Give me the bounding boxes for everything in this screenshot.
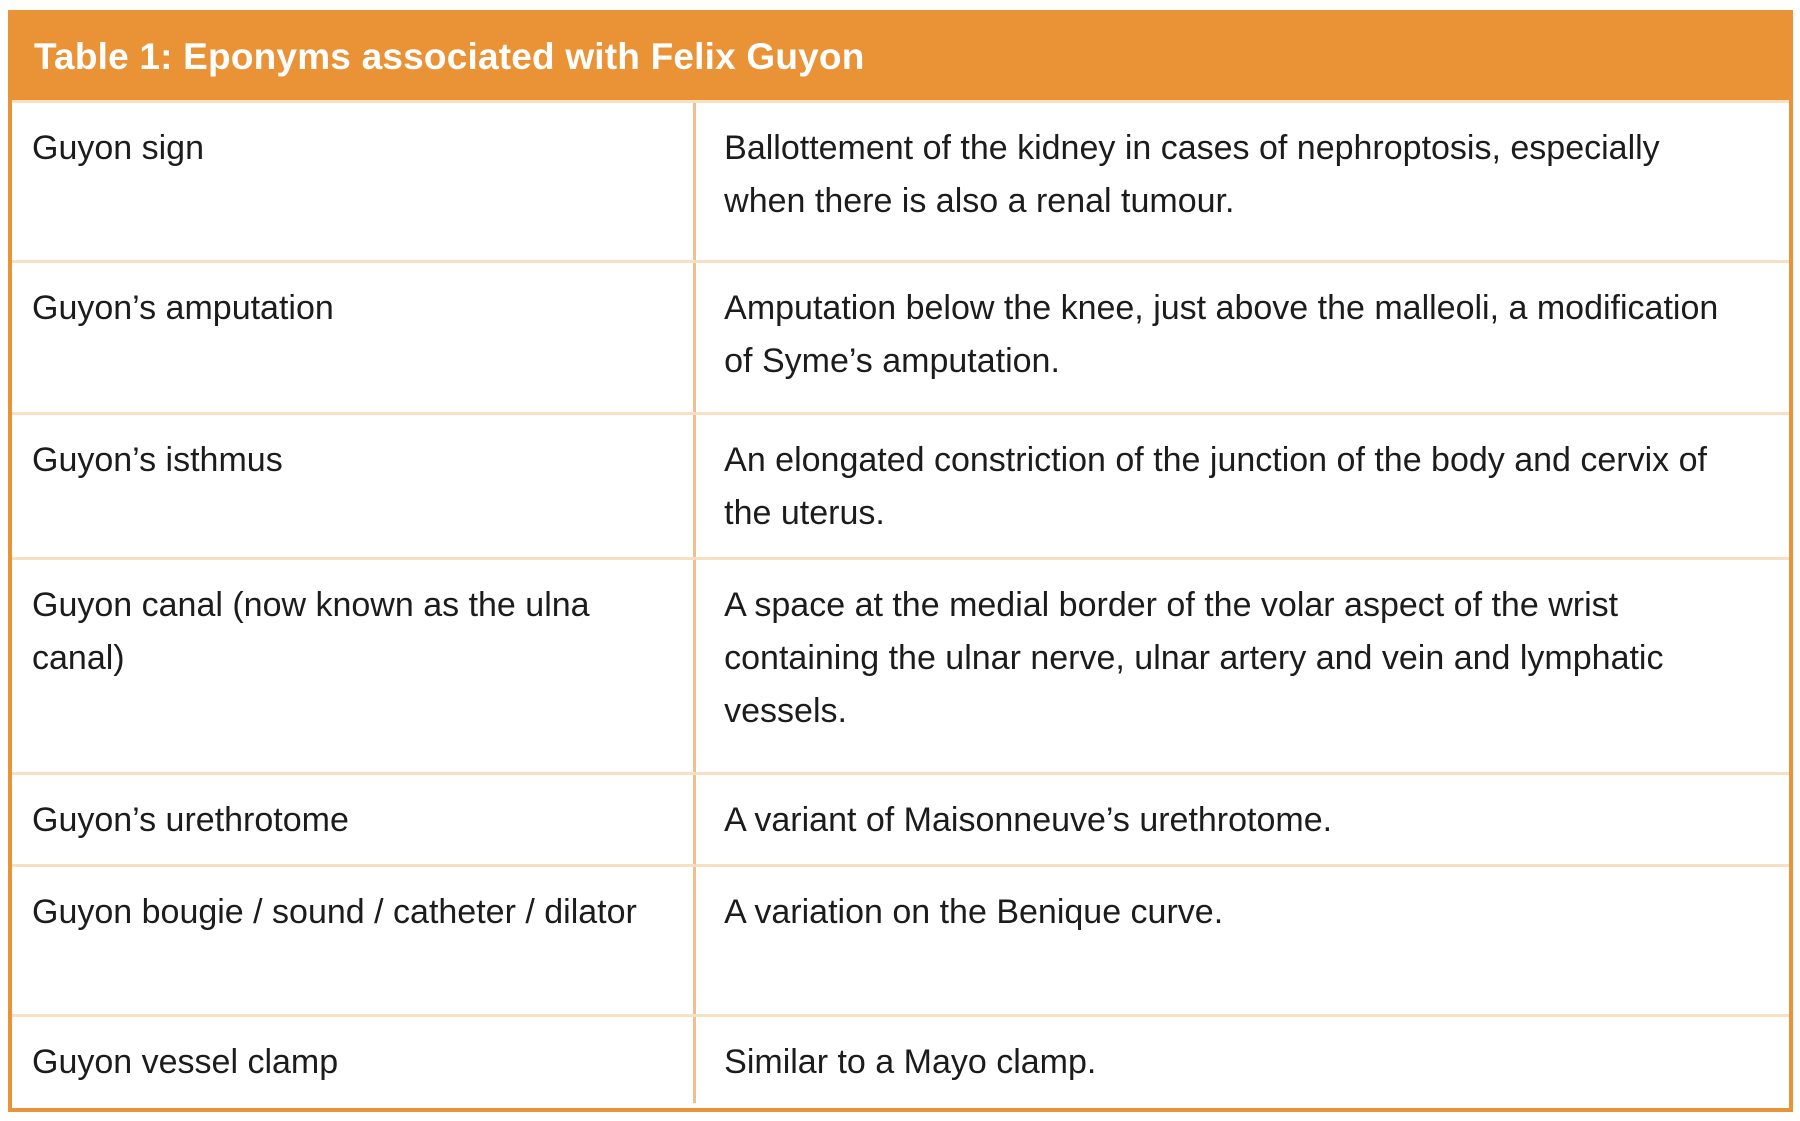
definition-cell: A variation on the Benique curve.: [724, 893, 1224, 931]
eponym-table: [8, 10, 1793, 1112]
definition-cell: Similar to a Mayo clamp.: [724, 1043, 1097, 1081]
table-row: [12, 412, 1789, 557]
definition-cell: An elongated constriction of the junction of the body and cervix of the uterus.: [724, 441, 1707, 532]
term-cell: Guyon bougie / sound / catheter / dilator: [12, 867, 696, 1014]
term-cell: Guyon’s urethrotome: [12, 775, 696, 864]
term-cell: Guyon vessel clamp: [12, 1017, 696, 1103]
term-cell: Guyon sign: [12, 103, 696, 260]
definition-cell: A variant of Maisonneuve’s urethrotome.: [724, 801, 1333, 839]
definition-cell: Ballottement of the kidney in cases of nephroptosis, especially when there is also a renal tumour.: [724, 129, 1660, 220]
definition-cell: Amputation below the knee, just above the malleoli, a modification of Syme’s amputation.: [724, 289, 1719, 380]
term-cell: Guyon’s amputation: [12, 263, 696, 412]
table-row: [12, 260, 1789, 412]
definition-cell: A space at the medial border of the volar aspect of the wrist containing the ulnar nerve, ulnar artery and vein and lymphatic vessels.: [724, 586, 1664, 730]
table-title-bar: [12, 14, 1789, 100]
table-row: [12, 557, 1789, 772]
table-row: [12, 100, 1789, 260]
table-row: [12, 1014, 1789, 1103]
term-cell: Guyon’s isthmus: [12, 415, 696, 557]
table-row: [12, 772, 1789, 864]
table-row: [12, 864, 1789, 1014]
table-title: Table 1: Eponyms associated with Felix Guyon: [34, 36, 865, 77]
term-cell: Guyon canal (now known as the ulna canal): [12, 560, 696, 772]
